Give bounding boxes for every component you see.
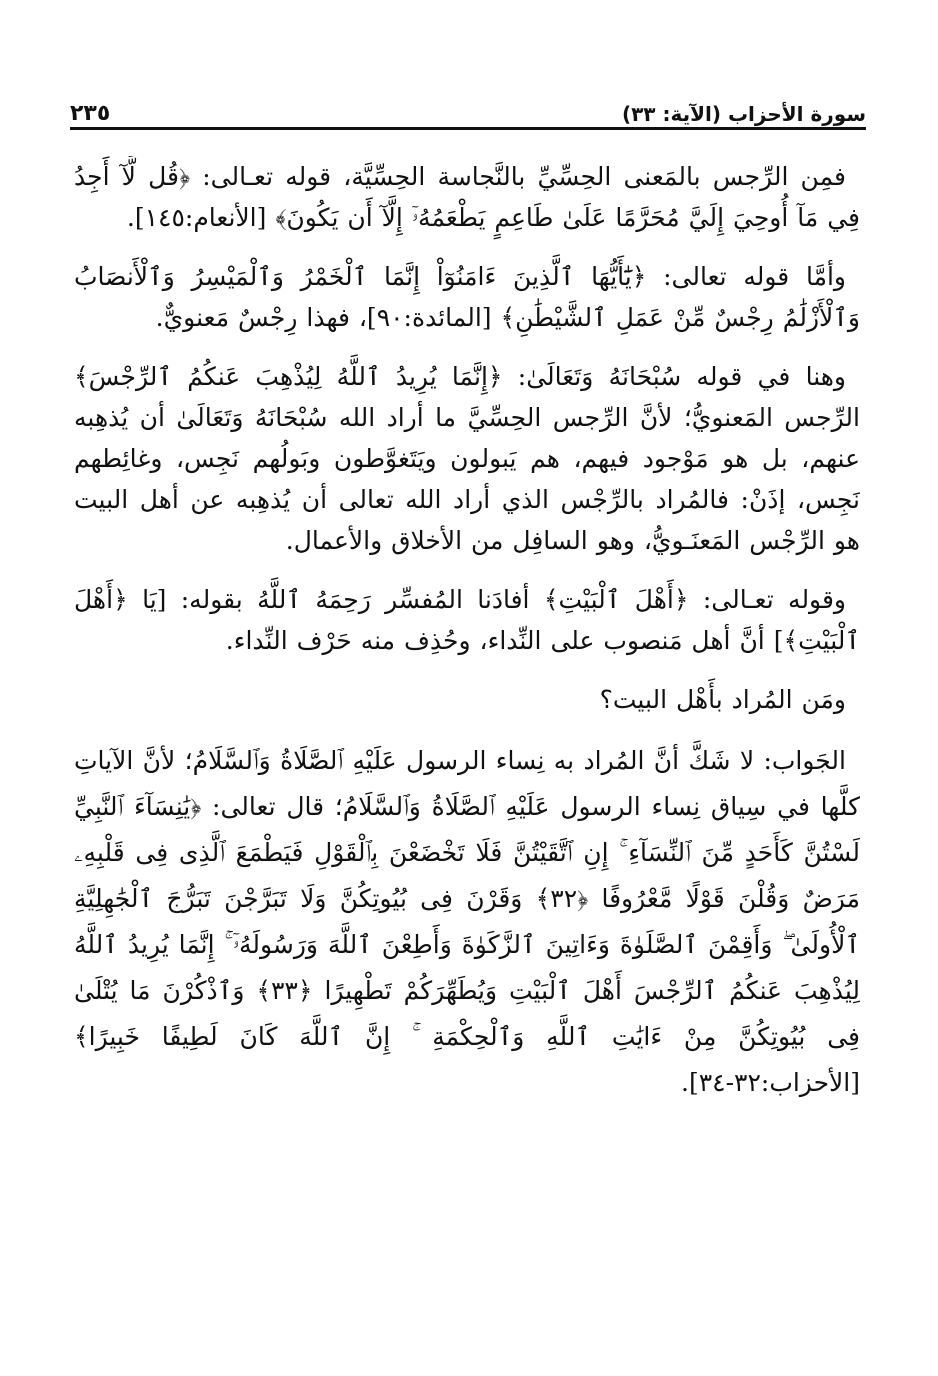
paragraph-question: ومَن المُراد بأَهْل البيت؟: [599, 685, 846, 714]
surah-title: سورة الأحزاب (الآية: ٣٣): [621, 102, 866, 126]
paragraph-answer-with-verses: الجَواب: لا شَكَّ أنَّ المُراد به نِساء الرسول عَلَيْهِ ٱلصَّلَاةُ وَٱلسَّلَامُ؛ لأنَّ الآياتِ كلَّها في سِياق نِساء الرسول عَلَيْهِ ٱلصَّلَاةُ وَٱلسَّلَامُ؛ قال تعالى: ﴿يَٰنِسَآءَ ٱلنَّبِيِّ لَسْتُنَّ كَأَحَدٍ مِّنَ ٱلنِّسَآءِ ۚ إِنِ ٱتَّقَيْتُنَّ فَلَا تَخْضَعْنَ بِٱلْقَوْلِ فَيَطْمَعَ ٱلَّذِى فِى قَلْبِهِۦ مَرَضٌ وَقُلْنَ قَوْلًا مَّعْرُوفًا ﴿٣٢﴾ وَقَرْنَ فِى بُيُوتِكُنَّ وَلَا تَبَرَّجْنَ تَبَرُّجَ ٱلْجَٰهِلِيَّةِ ٱلْأُولَىٰ ۖ وَأَقِمْنَ ٱلصَّلَوٰةَ وَءَاتِينَ ٱلزَّكَوٰةَ وَأَطِعْنَ ٱللَّهَ وَرَسُولَهُۥٓ ۚ إِنَّمَا يُرِيدُ ٱللَّهُ لِيُذْهِبَ عَنكُمُ ٱلرِّجْسَ أَهْلَ ٱلْبَيْتِ وَيُطَهِّرَكُمْ تَطْهِيرًا ﴿٣٣﴾ وَٱذْكُرْنَ مَا يُتْلَىٰ فِى بُيُوتِكُنَّ مِنْ ءَايَٰتِ ٱللَّهِ وَٱلْحِكْمَةِ ۚ إِنَّ ٱللَّهَ كَانَ لَطِيفًا خَبِيرًا﴾ [الأحزاب:٣٢-٣٤].: [74, 746, 860, 1097]
page-number: ٢٣٥: [70, 101, 111, 126]
paragraph-physical-impurity: فمِن الرِّجس بالمَعنى الحِسِّيِّ بالنَّجاسة الحِسِّيَّة، قوله تعـالى: ﴿قُل لَّآ أَجِدُ فِي مَآ أُوحِيَ إِلَيَّ مُحَرَّمًا عَلَىٰ طَاعِمٍ يَطْعَمُهُۥٓ إِلَّآ أَن يَكُونَ﴾ [الأنعام:١٤٥].: [74, 162, 860, 232]
paragraph-moral-impurity: وأمَّا قوله تعالى: ﴿يَٰٓأَيُّهَا ٱلَّذِينَ ءَامَنُوٓاْ إِنَّمَا ٱلْخَمْرُ وَٱلْمَيْسِرُ وَٱلْأَنصَابُ وَٱلْأَزْلَٰمُ رِجْسٌ مِّنْ عَمَلِ ٱلشَّيْطَٰنِ﴾ [المائدة:٩٠]، فهذا رِجْسٌ مَعنويٌّ.: [74, 262, 860, 332]
paragraph-meaning-of-rijs: وهنا في قوله سُبْحَانَهُ وَتَعَالَىٰ: ﴿إِنَّمَا يُرِيدُ ٱللَّهُ لِيُذْهِبَ عَنكُمُ ٱلرِّجْسَ﴾ الرِّجس المَعنويُّ؛ لأنَّ الرِّجس الحِسِّيَّ ما أراد الله سُبْحَانَهُ وَتَعَالَىٰ أن يُذهِبه عنهم، بل هو مَوْجود فيهم، هم يَبولون ويَتَغوَّطون وبَولُهم نَجِس، وغائِطهم نَجِس، إذَنْ: فالمُراد بالرِّجْس الذي أراد الله تعالى أن يُذهِبه عن أهل البيت هو الرِّجْس المَعنَـويُّ، وهو السافِل من الأخلاق والأعمال.: [74, 362, 860, 555]
paragraph-ahl-al-bayt-grammar: وقوله تعـالى: ﴿أَهْلَ ٱلْبَيْتِ﴾ أفادَنا المُفسِّر رَحِمَهُ ٱللَّهُ بقوله: [يَا ﴿أَهْلَ ٱلْبَيْتِ﴾] أنَّ أهل مَنصوب على النِّداء، وحُذِف منه حَرْف النِّداء.: [74, 585, 860, 655]
page-header: [70, 88, 866, 128]
header-divider: [70, 127, 866, 130]
page-body: [74, 156, 860, 1292]
